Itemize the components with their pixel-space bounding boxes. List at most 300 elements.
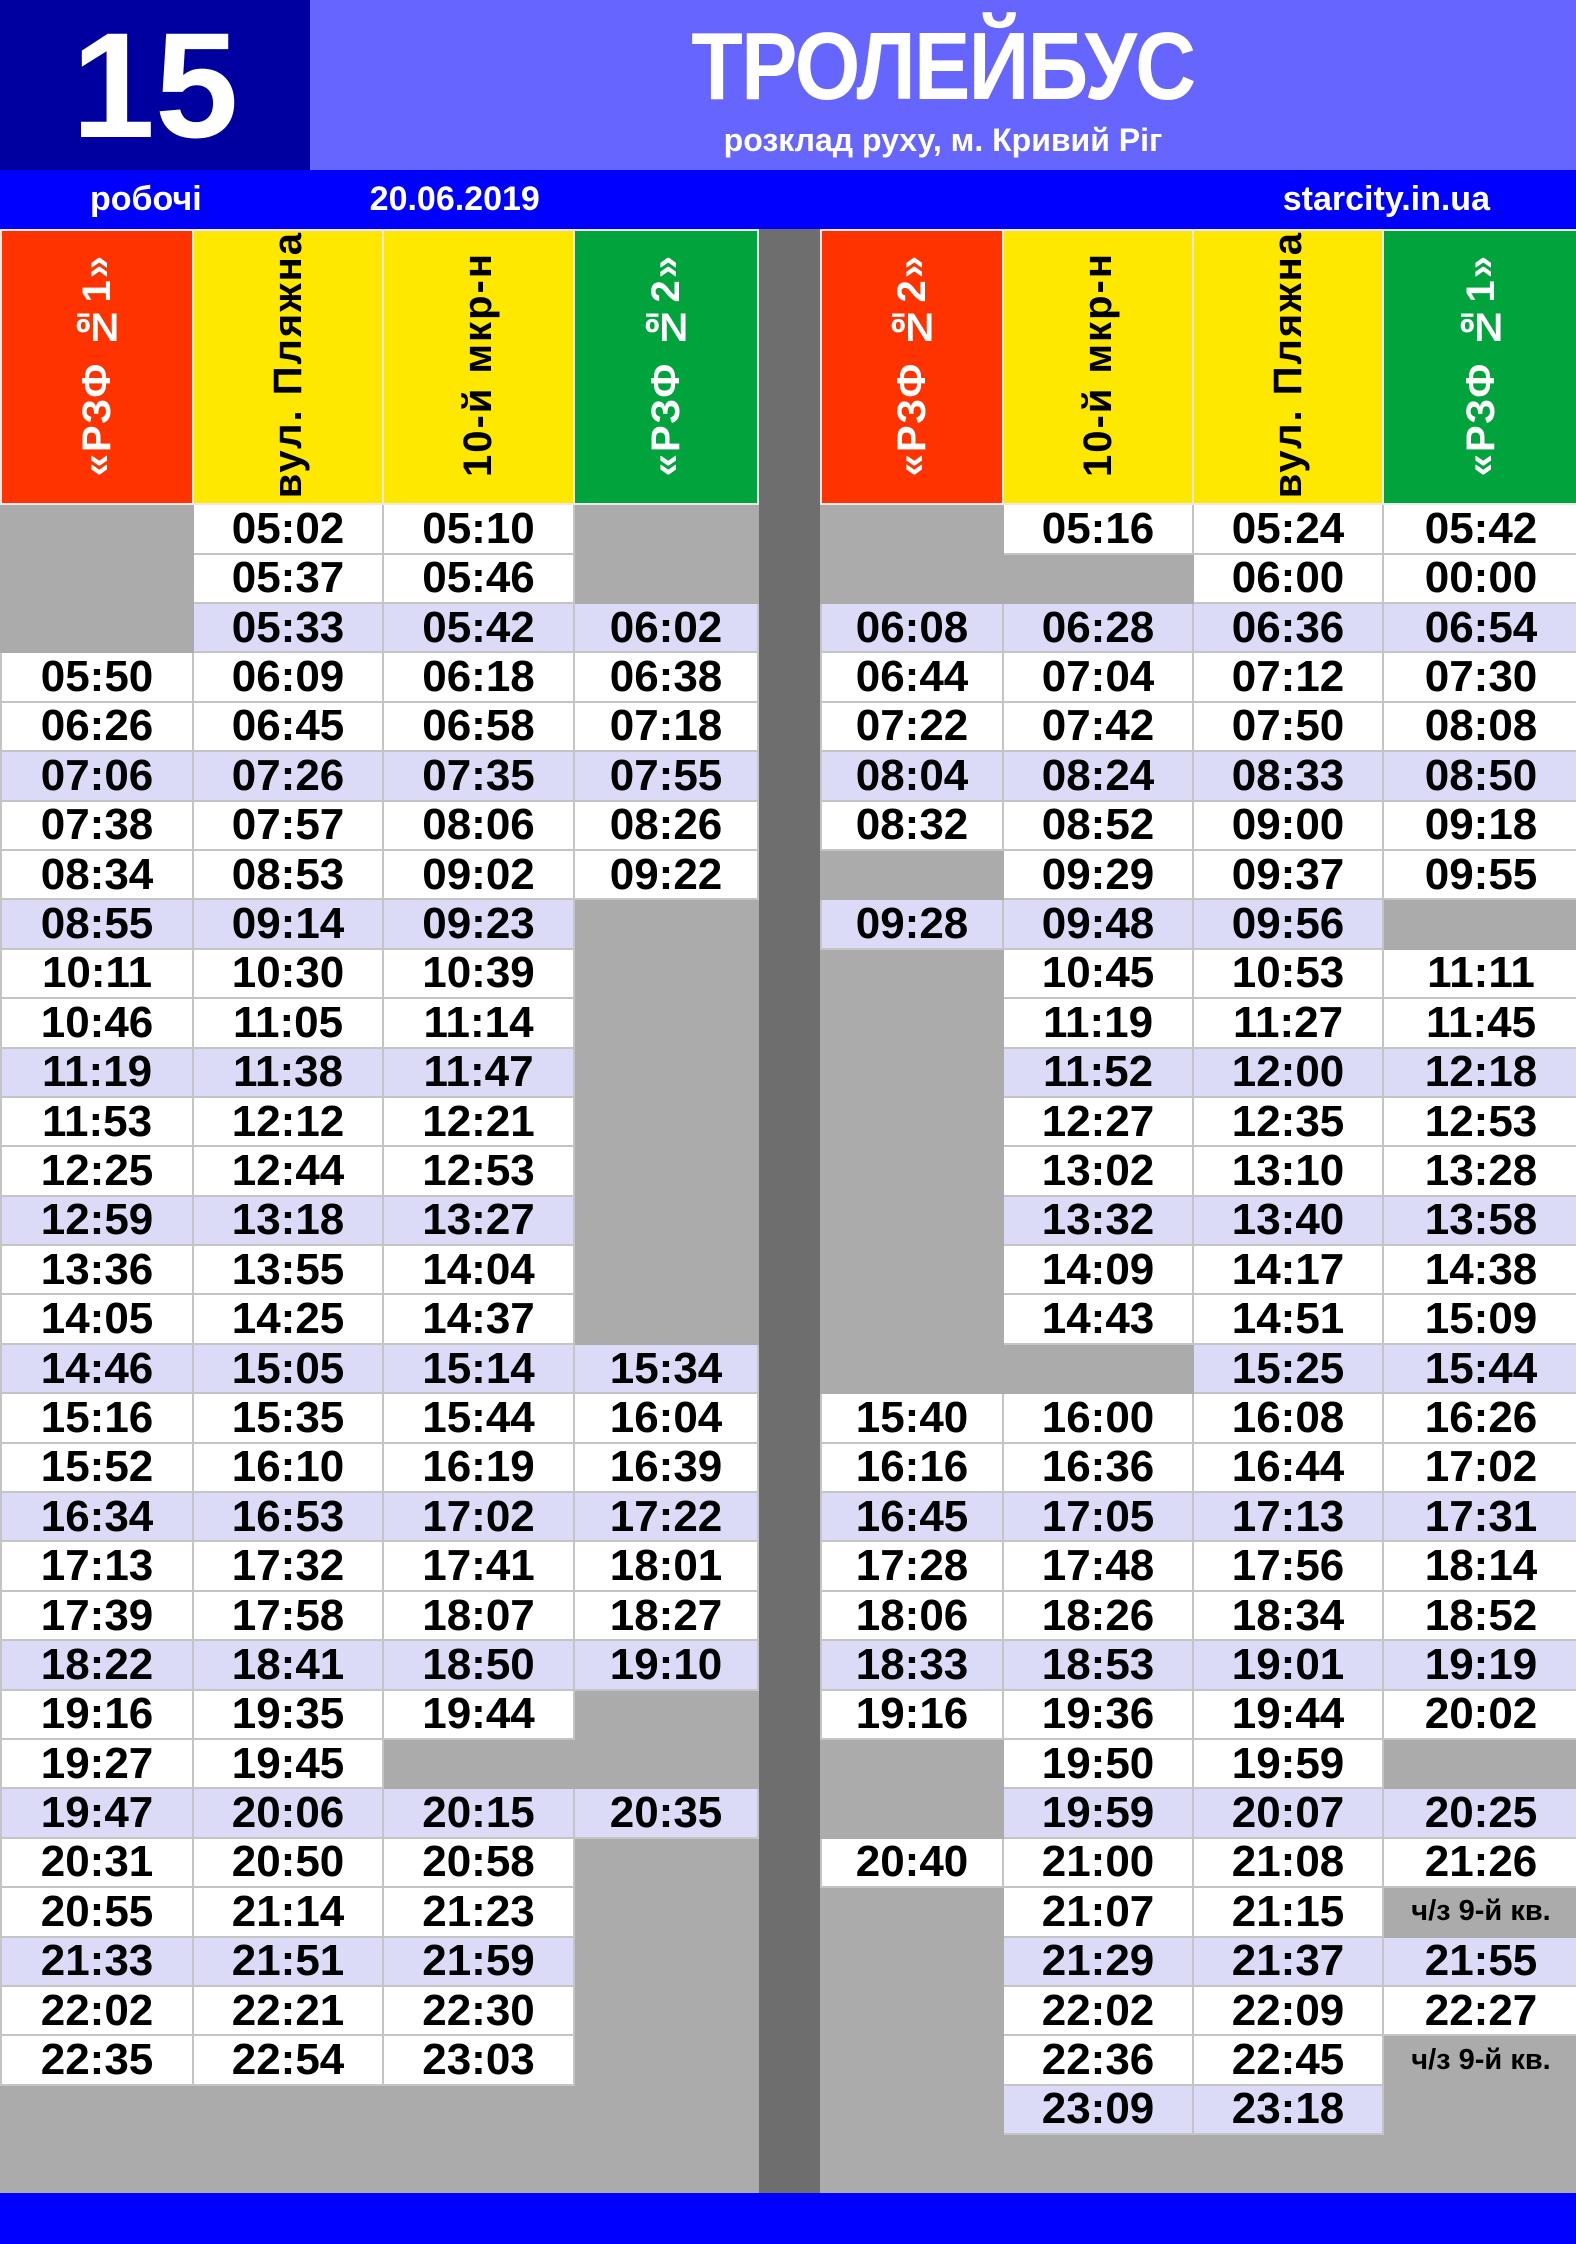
tables-divider (759, 229, 820, 2193)
table-row (821, 1591, 1576, 1640)
page-header (0, 0, 1576, 170)
empty-cell (574, 1245, 758, 1294)
empty-cell (574, 1690, 758, 1739)
tables-area (0, 229, 1576, 2193)
time-cell: 11:27 (1193, 998, 1383, 1047)
time-cell: 21:51 (193, 1937, 383, 1986)
column-header-3 (1383, 230, 1576, 504)
time-cell: 22:21 (193, 1986, 383, 2035)
time-cell: 20:40 (821, 1838, 1003, 1887)
time-cell: 16:00 (1003, 1393, 1193, 1442)
time-cell: 19:44 (383, 1690, 574, 1739)
time-cell: 12:12 (193, 1097, 383, 1146)
time-cell: 17:13 (1193, 1492, 1383, 1541)
time-cell: 09:02 (383, 850, 574, 899)
empty-cell (821, 1788, 1003, 1837)
time-cell: 19:47 (1, 1788, 193, 1837)
empty-cell (821, 1294, 1003, 1343)
time-cell: 13:36 (1, 1245, 193, 1294)
time-cell: 19:50 (1003, 1739, 1193, 1788)
table-row (821, 1739, 1576, 1788)
empty-cell (574, 504, 758, 553)
table-row (821, 998, 1576, 1047)
time-cell: 15:16 (1, 1393, 193, 1442)
column-header-row (821, 230, 1576, 504)
time-cell: 06:00 (1193, 554, 1383, 603)
time-cell: 06:28 (1003, 603, 1193, 652)
empty-cell (574, 1887, 758, 1936)
time-cell: 20:35 (574, 1788, 758, 1837)
time-cell: 06:02 (574, 603, 758, 652)
table-row (1, 1196, 758, 1245)
empty-cell (821, 1048, 1003, 1097)
table-row (821, 554, 1576, 603)
time-cell: 09:14 (193, 899, 383, 948)
time-cell: 15:40 (821, 1393, 1003, 1442)
time-cell: 19:10 (574, 1640, 758, 1689)
table-row (821, 652, 1576, 701)
empty-cell (821, 554, 1003, 603)
empty-cell (574, 1097, 758, 1146)
time-cell: 17:48 (1003, 1541, 1193, 1590)
time-cell: 15:14 (383, 1344, 574, 1393)
time-cell: 10:11 (1, 949, 193, 998)
time-cell: 06:38 (574, 652, 758, 701)
table-row (1, 801, 758, 850)
time-cell: 18:27 (574, 1591, 758, 1640)
time-cell: 16:44 (1193, 1443, 1383, 1492)
time-cell: 11:11 (1383, 949, 1576, 998)
table-row (1, 751, 758, 800)
empty-cell (1383, 899, 1576, 948)
column-header-label: «РЗФ №2» (643, 253, 688, 476)
table-row (1, 1443, 758, 1492)
time-cell: 17:56 (1193, 1541, 1383, 1590)
day-type-label: робочі (90, 180, 202, 218)
time-cell: 20:58 (383, 1838, 574, 1887)
empty-cell (574, 1838, 758, 1887)
time-cell: 19:45 (193, 1739, 383, 1788)
time-cell: 07:04 (1003, 652, 1193, 701)
table-row (821, 1492, 1576, 1541)
time-cell: 11:52 (1003, 1048, 1193, 1097)
time-cell: 14:17 (1193, 1245, 1383, 1294)
table-row (1, 1937, 758, 1986)
column-header-row (1, 230, 758, 504)
empty-cell (1, 603, 193, 652)
table-row (821, 801, 1576, 850)
time-cell: 09:55 (1383, 850, 1576, 899)
table-row (821, 1937, 1576, 1986)
time-cell: 08:26 (574, 801, 758, 850)
time-cell: 19:16 (821, 1690, 1003, 1739)
time-cell: 20:25 (1383, 1788, 1576, 1837)
table-row (821, 1443, 1576, 1492)
table-row (821, 1986, 1576, 2035)
empty-cell (574, 1937, 758, 1986)
time-cell: 14:46 (1, 1344, 193, 1393)
time-cell: 08:06 (383, 801, 574, 850)
time-cell: 12:25 (1, 1146, 193, 1195)
empty-cell (1, 504, 193, 553)
time-cell: 15:44 (1383, 1344, 1576, 1393)
empty-cell (1003, 554, 1193, 603)
time-cell: 21:15 (1193, 1887, 1383, 1936)
table-row (821, 1344, 1576, 1393)
time-cell: 16:53 (193, 1492, 383, 1541)
time-cell: 13:10 (1193, 1146, 1383, 1195)
empty-cell (821, 1097, 1003, 1146)
table-row (1, 1492, 758, 1541)
column-header-label: «РЗФ №1» (74, 253, 119, 476)
time-cell: 00:00 (1383, 554, 1576, 603)
time-cell: 16:26 (1383, 1393, 1576, 1442)
column-header-label: 10-й мкр-н (1075, 252, 1120, 478)
time-cell: 17:28 (821, 1541, 1003, 1590)
time-cell: 08:04 (821, 751, 1003, 800)
table-row (1, 702, 758, 751)
time-cell: 05:37 (193, 554, 383, 603)
time-cell: 11:47 (383, 1048, 574, 1097)
time-cell: 18:06 (821, 1591, 1003, 1640)
time-cell: 16:34 (1, 1492, 193, 1541)
empty-cell (821, 1887, 1003, 1936)
table-row (821, 751, 1576, 800)
time-cell: 12:35 (1193, 1097, 1383, 1146)
column-header-0 (821, 230, 1003, 504)
table-row (1, 603, 758, 652)
table-row (1, 1788, 758, 1837)
title-area (310, 0, 1576, 170)
page-subtitle: розклад руху, м. Кривий Ріг (723, 122, 1163, 158)
empty-cell (574, 1048, 758, 1097)
time-cell: 09:29 (1003, 850, 1193, 899)
table-row (821, 1838, 1576, 1887)
time-cell: 05:33 (193, 603, 383, 652)
time-cell: 21:37 (1193, 1937, 1383, 1986)
time-cell: 05:50 (1, 652, 193, 701)
time-cell: 22:45 (1193, 2035, 1383, 2084)
time-cell: 05:46 (383, 554, 574, 603)
time-cell: 20:50 (193, 1838, 383, 1887)
time-cell: 12:18 (1383, 1048, 1576, 1097)
empty-cell (821, 850, 1003, 899)
time-cell: 12:44 (193, 1146, 383, 1195)
table-row (1, 652, 758, 701)
column-header-2 (383, 230, 574, 504)
column-header-0 (1, 230, 193, 504)
table-row (1, 504, 758, 553)
note-cell: ч/з 9-й кв. (1383, 2035, 1576, 2084)
empty-cell (383, 1739, 574, 1788)
time-cell: 10:39 (383, 949, 574, 998)
empty-cell (821, 1344, 1003, 1393)
time-cell: 21:23 (383, 1887, 574, 1936)
time-cell: 08:55 (1, 899, 193, 948)
time-cell: 22:54 (193, 2035, 383, 2084)
time-cell: 09:48 (1003, 899, 1193, 948)
time-cell: 08:33 (1193, 751, 1383, 800)
time-cell: 11:05 (193, 998, 383, 1047)
time-cell: 18:22 (1, 1640, 193, 1689)
time-cell: 06:54 (1383, 603, 1576, 652)
time-cell: 14:04 (383, 1245, 574, 1294)
time-cell: 22:02 (1003, 1986, 1193, 2035)
empty-cell (574, 2035, 758, 2084)
empty-cell (821, 949, 1003, 998)
empty-cell (574, 1196, 758, 1245)
empty-cell (821, 1196, 1003, 1245)
empty-cell (821, 1245, 1003, 1294)
time-cell: 13:02 (1003, 1146, 1193, 1195)
time-cell: 13:28 (1383, 1146, 1576, 1195)
time-cell: 13:32 (1003, 1196, 1193, 1245)
time-cell: 06:08 (821, 603, 1003, 652)
time-cell: 19:35 (193, 1690, 383, 1739)
time-cell: 08:32 (821, 801, 1003, 850)
time-cell: 17:02 (383, 1492, 574, 1541)
table-row (1, 1690, 758, 1739)
time-cell: 18:07 (383, 1591, 574, 1640)
table-row (821, 1640, 1576, 1689)
time-cell: 19:19 (1383, 1640, 1576, 1689)
empty-cell (574, 998, 758, 1047)
time-cell: 22:35 (1, 2035, 193, 2084)
table-row (1, 998, 758, 1047)
empty-cell (574, 1146, 758, 1195)
time-cell: 09:23 (383, 899, 574, 948)
table-row (1, 1640, 758, 1689)
time-cell: 07:50 (1193, 702, 1383, 751)
empty-cell (821, 2085, 1003, 2134)
time-cell: 06:36 (1193, 603, 1383, 652)
time-cell: 22:02 (1, 1986, 193, 2035)
time-cell: 14:09 (1003, 1245, 1193, 1294)
time-cell: 22:36 (1003, 2035, 1193, 2084)
time-cell: 18:53 (1003, 1640, 1193, 1689)
table-row (821, 1294, 1576, 1343)
time-cell: 17:39 (1, 1591, 193, 1640)
time-cell: 17:13 (1, 1541, 193, 1590)
time-cell: 14:38 (1383, 1245, 1576, 1294)
time-cell: 18:52 (1383, 1591, 1576, 1640)
table-row (821, 1788, 1576, 1837)
time-cell: 20:55 (1, 1887, 193, 1936)
time-cell: 15:09 (1383, 1294, 1576, 1343)
time-cell: 06:09 (193, 652, 383, 701)
time-cell: 11:19 (1003, 998, 1193, 1047)
column-header-2 (1193, 230, 1383, 504)
time-cell: 12:21 (383, 1097, 574, 1146)
info-bar (0, 170, 1576, 229)
time-cell: 20:31 (1, 1838, 193, 1887)
date-label: 20.06.2019 (369, 180, 540, 218)
route-number-box (0, 0, 310, 170)
table-row (821, 504, 1576, 553)
table-row (1, 899, 758, 948)
time-cell: 07:26 (193, 751, 383, 800)
table-row (1, 1245, 758, 1294)
empty-cell (574, 1294, 758, 1343)
time-cell: 05:42 (383, 603, 574, 652)
time-cell: 09:56 (1193, 899, 1383, 948)
time-cell: 21:29 (1003, 1937, 1193, 1986)
empty-cell (574, 554, 758, 603)
time-cell: 05:24 (1193, 504, 1383, 553)
time-cell: 05:10 (383, 504, 574, 553)
empty-cell (821, 504, 1003, 553)
table-row (821, 1196, 1576, 1245)
table-row (1, 850, 758, 899)
page-title: ТРОЛЕЙБУС (691, 13, 1195, 120)
column-header-1 (1003, 230, 1193, 504)
time-cell: 13:18 (193, 1196, 383, 1245)
time-cell: 21:14 (193, 1887, 383, 1936)
time-cell: 07:38 (1, 801, 193, 850)
table-row (1, 1097, 758, 1146)
empty-cell (821, 1739, 1003, 1788)
empty-cell (574, 949, 758, 998)
time-cell: 19:27 (1, 1739, 193, 1788)
route-number: 15 (71, 1, 239, 169)
time-cell: 18:34 (1193, 1591, 1383, 1640)
time-cell: 21:08 (1193, 1838, 1383, 1887)
time-cell: 10:53 (1193, 949, 1383, 998)
time-cell: 19:16 (1, 1690, 193, 1739)
time-cell: 21:59 (383, 1937, 574, 1986)
table-row (821, 2085, 1576, 2134)
time-cell: 09:22 (574, 850, 758, 899)
table-row (1, 1294, 758, 1343)
time-cell: 15:05 (193, 1344, 383, 1393)
time-cell: 09:00 (1193, 801, 1383, 850)
time-cell: 10:45 (1003, 949, 1193, 998)
time-cell: 07:57 (193, 801, 383, 850)
footer-bar (0, 2193, 1576, 2244)
time-cell: 15:34 (574, 1344, 758, 1393)
time-cell: 08:24 (1003, 751, 1193, 800)
time-cell: 05:42 (1383, 504, 1576, 553)
note-cell: ч/з 9-й кв. (1383, 1887, 1576, 1936)
time-cell: 06:58 (383, 702, 574, 751)
time-cell: 07:18 (574, 702, 758, 751)
table-row (1, 1887, 758, 1936)
time-cell: 12:00 (1193, 1048, 1383, 1097)
time-cell: 14:43 (1003, 1294, 1193, 1343)
time-cell: 18:41 (193, 1640, 383, 1689)
timetable-inbound (820, 229, 1576, 2135)
time-cell: 09:37 (1193, 850, 1383, 899)
time-cell: 23:03 (383, 2035, 574, 2084)
time-cell: 06:18 (383, 652, 574, 701)
time-cell: 15:44 (383, 1393, 574, 1442)
table-row (821, 1393, 1576, 1442)
time-cell: 13:55 (193, 1245, 383, 1294)
time-cell: 13:27 (383, 1196, 574, 1245)
table-row (821, 603, 1576, 652)
time-cell: 15:52 (1, 1443, 193, 1492)
empty-cell (1003, 1344, 1193, 1393)
time-cell: 07:35 (383, 751, 574, 800)
time-cell: 17:58 (193, 1591, 383, 1640)
empty-cell (821, 1986, 1003, 2035)
table-row (821, 702, 1576, 751)
time-cell: 08:53 (193, 850, 383, 899)
time-cell: 10:30 (193, 949, 383, 998)
time-cell: 07:22 (821, 702, 1003, 751)
time-cell: 10:46 (1, 998, 193, 1047)
time-cell: 20:07 (1193, 1788, 1383, 1837)
website-label: starcity.in.ua (1282, 180, 1490, 218)
time-cell: 08:08 (1383, 702, 1576, 751)
table-row (1, 554, 758, 603)
time-cell: 17:05 (1003, 1492, 1193, 1541)
time-cell: 18:33 (821, 1640, 1003, 1689)
time-cell: 23:09 (1003, 2085, 1193, 2134)
table-row (1, 1344, 758, 1393)
time-cell: 19:36 (1003, 1690, 1193, 1739)
time-cell: 12:53 (383, 1146, 574, 1195)
table-row (821, 850, 1576, 899)
table-row (1, 1048, 758, 1097)
table-row (821, 1245, 1576, 1294)
table-row (821, 2035, 1576, 2084)
time-cell: 11:45 (1383, 998, 1576, 1047)
empty-cell (1383, 2085, 1576, 2134)
column-header-label: вул. Пляжна (1265, 231, 1310, 499)
time-cell: 05:16 (1003, 504, 1193, 553)
time-cell: 09:28 (821, 899, 1003, 948)
time-cell: 07:30 (1383, 652, 1576, 701)
time-cell: 21:07 (1003, 1887, 1193, 1936)
time-cell: 08:34 (1, 850, 193, 899)
time-cell: 08:50 (1383, 751, 1576, 800)
column-header-label: «РЗФ №1» (1458, 253, 1503, 476)
time-cell: 12:27 (1003, 1097, 1193, 1146)
time-cell: 11:14 (383, 998, 574, 1047)
time-cell: 07:06 (1, 751, 193, 800)
column-header-3 (574, 230, 758, 504)
empty-cell (821, 1937, 1003, 1986)
time-cell: 16:39 (574, 1443, 758, 1492)
empty-cell (821, 1146, 1003, 1195)
time-cell: 21:26 (1383, 1838, 1576, 1887)
time-cell: 17:32 (193, 1541, 383, 1590)
empty-cell (1383, 1739, 1576, 1788)
empty-cell (821, 998, 1003, 1047)
time-cell: 15:35 (193, 1393, 383, 1442)
time-cell: 16:16 (821, 1443, 1003, 1492)
time-cell: 14:25 (193, 1294, 383, 1343)
time-cell: 17:02 (1383, 1443, 1576, 1492)
time-cell: 14:37 (383, 1294, 574, 1343)
table-row (1, 1838, 758, 1887)
table-row (1, 1146, 758, 1195)
time-cell: 19:01 (1193, 1640, 1383, 1689)
table-row (1, 1739, 758, 1788)
time-cell: 16:19 (383, 1443, 574, 1492)
time-cell: 08:52 (1003, 801, 1193, 850)
time-cell: 17:22 (574, 1492, 758, 1541)
time-cell: 22:27 (1383, 1986, 1576, 2035)
time-cell: 19:59 (1003, 1788, 1193, 1837)
column-header-label: вул. Пляжна (265, 231, 310, 499)
column-header-label: «РЗФ №2» (889, 253, 934, 476)
time-cell: 16:36 (1003, 1443, 1193, 1492)
time-cell: 22:09 (1193, 1986, 1383, 2035)
time-cell: 22:30 (383, 1986, 574, 2035)
time-cell: 20:06 (193, 1788, 383, 1837)
